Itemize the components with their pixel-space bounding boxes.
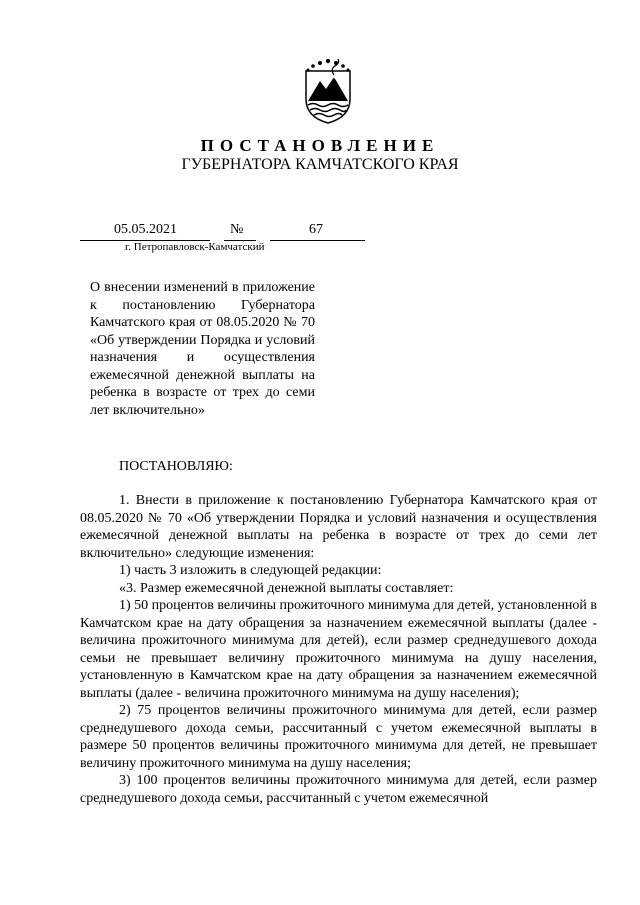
document-subject: О внесении изменений в приложение к постановлению Губернатора Камчатского края от 08.05.2020 № 70 «Об утверждении Порядка и условий назначения и осуществления ежемесячной денежной выплаты на ребенка в возрасте от трех до семи лет включительно» xyxy=(90,280,315,418)
kamchatka-coat-of-arms-icon xyxy=(298,57,358,125)
document-number: 67 xyxy=(309,222,323,237)
document-authority: ГУБЕРНАТОРА КАМЧАТСКОГО КРАЯ xyxy=(181,156,459,173)
paragraph: 1) часть 3 изложить в следующей редакции: xyxy=(119,563,382,578)
number-sign: № xyxy=(230,222,244,237)
paragraph: 2) 75 процентов величины прожиточного минимума для детей, если размер среднедушевого дохода семьи, рассчитанный с учетом ежемесячной выплаты в размере 50 процентов величины прожиточного минимума для детей, не превышает величину прожиточного минимума на душу населения; xyxy=(80,703,597,771)
document-title: ПОСТАНОВЛЕНИЕ xyxy=(200,136,440,155)
paragraph: 1) 50 процентов величины прожиточного минимума для детей, установленной в Камчатском крае на дату обращения за назначением ежемесячной выплаты (далее - величина прожиточного минимума для детей), если размер среднедушевого дохода семьи не превышает величину прожиточного минимума на душу населения, установленную в Камчатском крае на дату обращения за назначением ежемесячной выплаты (далее - величина прожиточного минимума на душу населения); xyxy=(80,598,597,701)
paragraph: «3. Размер ежемесячной денежной выплаты составляет: xyxy=(119,580,454,596)
decree-word: ПОСТАНОВЛЯЮ: xyxy=(119,459,233,474)
paragraph: 3) 100 процентов величины прожиточного минимума для детей, если размер среднедушевого дохода семьи, рассчитанный с учетом ежемесячной xyxy=(80,773,597,806)
document-place: г. Петропавловск-Камчатский xyxy=(125,241,265,253)
document-date: 05.05.2021 xyxy=(114,222,177,237)
document-body xyxy=(80,492,597,807)
date-number-line xyxy=(80,222,365,241)
paragraph: 1. Внести в приложение к постановлению Губернатора Камчатского края от 08.05.2020 № 70 «Об утверждении Порядка и условий назначения и осуществления ежемесячной денежной выплаты на ребенка в возрасте от трех до семи лет включительно» следующие изменения: xyxy=(80,493,597,561)
